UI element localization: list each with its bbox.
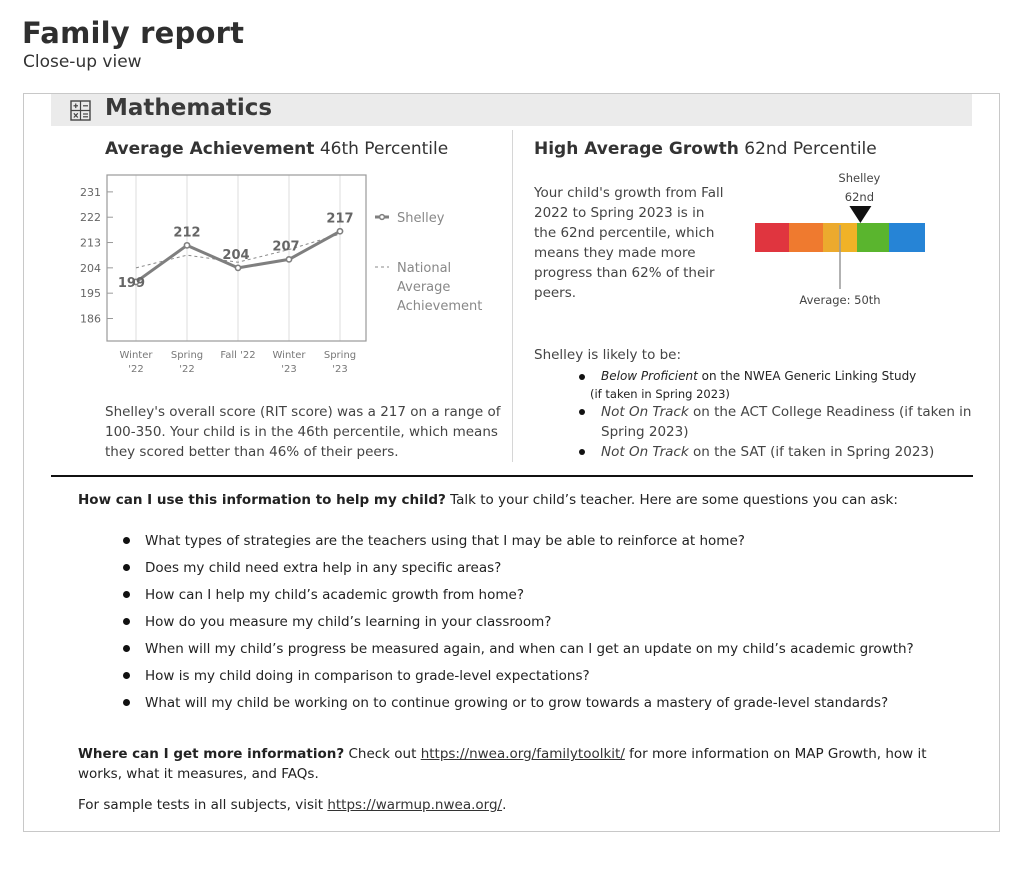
column-divider [512, 130, 513, 462]
achievement-chart [70, 170, 500, 382]
y-tick-label: 195 [80, 287, 101, 301]
question-item: How do you measure my child’s learning in your classroom? [122, 612, 914, 639]
data-label: 207 [272, 239, 300, 255]
x-tick-label: Winter [272, 350, 306, 361]
x-tick-label: '22 [179, 364, 195, 375]
more-info-lead: Check out [344, 746, 421, 762]
x-tick-label: '22 [128, 364, 144, 375]
benchmark-note: (if taken in Spring 2023) [590, 387, 730, 401]
growth-percentile-scale [750, 170, 940, 310]
likely-item [578, 402, 978, 442]
scale-segment [823, 223, 839, 252]
scale-segment [889, 223, 925, 252]
student-score-point [337, 229, 342, 234]
y-tick-label: 222 [80, 211, 101, 225]
question-item: Does my child need extra help in any specific areas? [122, 558, 914, 585]
question-item: How is my child doing in comparison to grade-level expectations? [122, 666, 914, 693]
benchmark-test: on the ACT College Readiness (if taken in Spring 2023) [601, 404, 972, 440]
data-label: 199 [117, 275, 145, 291]
sample-tests-tail: . [502, 797, 507, 813]
student-score-point [286, 257, 291, 262]
y-tick-label: 231 [80, 185, 101, 199]
marker-arrow [849, 206, 871, 223]
scale-segment [857, 223, 889, 252]
more-info-tail: for more information on MAP Growth, how it works, what it measures, and FAQs. [78, 746, 927, 782]
sample-tests [78, 797, 506, 813]
x-tick-label: Winter [119, 350, 153, 361]
y-tick-label: 204 [80, 261, 101, 275]
more-info-question: Where can I get more information? [78, 746, 345, 762]
page-title: Family report [22, 16, 245, 50]
student-score-point [235, 265, 240, 270]
average-label: Average: 50th [799, 293, 881, 307]
benchmark-test: on the NWEA Generic Linking Study [697, 369, 917, 383]
likely-list [578, 367, 978, 462]
help-question: How can I use this information to help my child? [78, 492, 446, 508]
legend-student-label: Shelley [397, 211, 445, 226]
benchmark-level: Below Proficient [601, 369, 698, 383]
growth-label: High Average Growth [534, 139, 739, 159]
marker-value: 62nd [844, 190, 875, 204]
question-item: How can I help my child’s academic growth from home? [122, 585, 914, 612]
help-prompt [78, 492, 898, 508]
scale-segment [755, 223, 789, 252]
benchmark-level: Not On Track [601, 444, 689, 460]
family-toolkit-link[interactable]: https://nwea.org/familytoolkit/ [420, 746, 625, 762]
x-tick-label: Spring [170, 350, 204, 361]
question-item: What types of strategies are the teachers using that I may be able to reinforce at home? [122, 531, 914, 558]
growth-scale [750, 170, 940, 310]
achievement-percentile: 46th Percentile [319, 139, 449, 159]
data-label: 217 [326, 211, 354, 227]
page-subtitle: Close-up view [23, 52, 142, 72]
question-item: What will my child be working on to continue growing or to grow towards a mastery of grade-level standards? [122, 693, 914, 720]
x-tick-label: Fall '22 [220, 350, 256, 361]
scale-segment [839, 223, 857, 252]
marker-name: Shelley [838, 171, 881, 185]
achievement-summary: Shelley's overall score (RIT score) was a 217 on a range of 100-350. Your child is in the 46th percentile, which means they scored better than 46% of their peers. [105, 404, 501, 460]
section-divider [51, 475, 973, 477]
subject-header [51, 94, 972, 126]
achievement-heading [105, 139, 448, 159]
legend-national-label: National [397, 261, 452, 276]
calculator-icon [70, 100, 91, 121]
y-tick-label: 213 [80, 236, 101, 250]
growth-percentile: 62nd Percentile [744, 139, 877, 159]
x-tick-label: '23 [332, 364, 348, 375]
subject-title: Mathematics [105, 95, 273, 121]
achievement-label: Average Achievement [105, 139, 315, 159]
likely-item [578, 442, 978, 462]
data-label: 204 [222, 247, 250, 263]
legend-national-label: Average [397, 280, 451, 295]
sample-tests-lead: For sample tests in all subjects, visit [78, 797, 328, 813]
legend-student-marker [380, 215, 385, 220]
question-item: When will my child’s progress be measured again, and when can I get an update on my child’s academic growth? [122, 639, 914, 666]
achievement-line-chart [70, 170, 500, 382]
y-tick-label: 186 [80, 312, 101, 326]
likely-intro: Shelley is likely to be: [534, 347, 682, 363]
more-info [78, 744, 958, 784]
scale-segment [789, 223, 823, 252]
growth-heading [534, 139, 877, 159]
benchmark-test: on the SAT (if taken in Spring 2023) [688, 444, 935, 460]
warmup-link[interactable]: https://warmup.nwea.org/ [327, 797, 503, 813]
x-tick-label: Spring [323, 350, 357, 361]
student-score-point [184, 243, 189, 248]
help-answer: Talk to your child’s teacher. Here are some questions you can ask: [445, 492, 898, 508]
question-list [122, 531, 914, 720]
data-label: 212 [173, 225, 201, 241]
likely-item [578, 367, 978, 402]
growth-description: Your child's growth from Fall 2022 to Spring 2023 is in the 62nd percentile, which means they made more progress than 62% of their peers. [534, 185, 724, 301]
x-tick-label: '23 [281, 364, 297, 375]
benchmark-level: Not On Track [601, 404, 689, 420]
legend-national-label: Achievement [397, 299, 483, 314]
